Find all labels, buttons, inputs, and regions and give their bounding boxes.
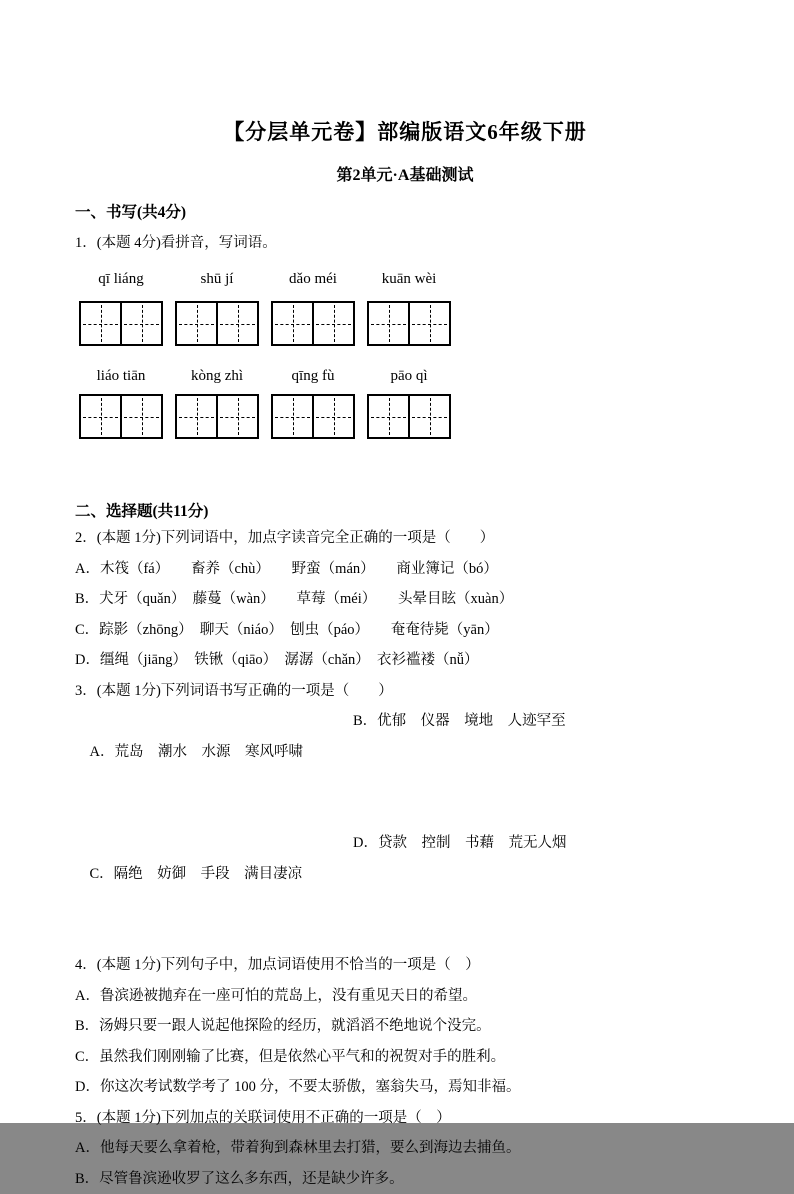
- grid-cell: [81, 303, 120, 344]
- grid-cell: [408, 303, 449, 344]
- question3-option-c: C．隔绝 妨御 手段 满目凄凉: [90, 866, 303, 882]
- grid-cell: [369, 396, 408, 437]
- doc-subtitle: 第2单元·A基础测试: [75, 163, 735, 189]
- pinyin-label: shū jí: [175, 269, 259, 289]
- writing-grid-box: [175, 394, 259, 439]
- grid-cell: [216, 396, 257, 437]
- question3-options-row-ab: [75, 706, 735, 828]
- pinyin-label: dǎo méi: [271, 269, 355, 289]
- grid-cell: [273, 396, 312, 437]
- question4-stem: 4．(本题 1分)下列句子中，加点词语使用不恰当的一项是（ ）: [75, 950, 735, 981]
- grid-cell: [120, 396, 161, 437]
- writing-grid-row-2: [79, 394, 735, 439]
- grid-cell: [312, 303, 353, 344]
- section-heading-writing: 一、书写(共4分): [75, 202, 735, 224]
- doc-title: 【分层单元卷】部编版语文6年级下册: [75, 117, 735, 147]
- question1-stem: 1．(本题 4分)看拼音，写词语。: [75, 229, 735, 257]
- question3-option-b: B．优郁 仪器 境地 人迹罕至: [353, 706, 566, 737]
- writing-grid-box: [79, 394, 163, 439]
- question3-option-d: D．贷款 控制 书藉 荒无人烟: [353, 828, 566, 859]
- question5-stem: 5．(本题 1分)下列加点的关联词使用不正确的一项是（ ）: [75, 1103, 735, 1134]
- writing-grid-box: [271, 394, 355, 439]
- question5-option-a: A．他每天要么拿着枪，带着狗到森林里去打猎，要么到海边去捕鱼。: [75, 1133, 735, 1164]
- question2-option-d: D．缰绳（jiāng） 铁锹（qiāo） 潺潺（chǎn） 衣衫褴褛（nǚ）: [75, 645, 735, 676]
- grid-cell: [273, 303, 312, 344]
- writing-grid-box: [175, 301, 259, 346]
- pinyin-label: kuān wèi: [367, 269, 451, 289]
- pinyin-label: qī liáng: [79, 269, 163, 289]
- grid-cell: [408, 396, 449, 437]
- pinyin-label: qīng fù: [271, 366, 355, 386]
- question2-option-c: C．踪影（zhōng） 聊天（niáo） 刨虫（páo） 奄奄待毙（yān）: [75, 615, 735, 646]
- writing-grid-row-1: [79, 301, 735, 346]
- writing-grid-box: [367, 301, 451, 346]
- writing-grid-box: [79, 301, 163, 346]
- question4-option-a: A．鲁滨逊被抛弃在一座可怕的荒岛上，没有重见天日的希望。: [75, 981, 735, 1012]
- pinyin-row-1: [79, 269, 735, 289]
- section-heading-choice: 二、选择题(共11分): [75, 501, 735, 523]
- grid-cell: [120, 303, 161, 344]
- pinyin-label: kòng zhì: [175, 366, 259, 386]
- grid-cell: [177, 396, 216, 437]
- writing-grid-box: [271, 301, 355, 346]
- pinyin-label: pāo qì: [367, 366, 451, 386]
- grid-cell: [81, 396, 120, 437]
- question2-option-a: A．木筏（fá） 畜养（chù） 野蛮（mán） 商业簿记（bó）: [75, 554, 735, 585]
- grid-cell: [312, 396, 353, 437]
- question4-option-d: D．你这次考试数学考了 100 分，不要太骄傲，塞翁失马，焉知非福。: [75, 1072, 735, 1103]
- question3-options-row-cd: [75, 828, 735, 950]
- question4-option-c: C．虽然我们刚刚输了比赛，但是依然心平气和的祝贺对手的胜利。: [75, 1042, 735, 1073]
- question4-option-b: B．汤姆只要一跟人说起他探险的经历，就滔滔不绝地说个没完。: [75, 1011, 735, 1042]
- question2-stem: 2．(本题 1分)下列词语中，加点字读音完全正确的一项是（ ）: [75, 523, 735, 554]
- question5-option-b: B．尽管鲁滨逊收罗了这么多东西，还是缺少许多。: [75, 1164, 735, 1194]
- question3-option-a: A．荒岛 潮水 水源 寒风呼啸: [90, 744, 303, 760]
- pinyin-label: liáo tiān: [79, 366, 163, 386]
- grid-cell: [216, 303, 257, 344]
- grid-cell: [369, 303, 408, 344]
- writing-grid-box: [367, 394, 451, 439]
- pinyin-row-2: [79, 366, 735, 386]
- grid-cell: [177, 303, 216, 344]
- question2-option-b: B．犬牙（quǎn） 藤蔓（wàn） 草莓（méi） 头晕目眩（xuàn）: [75, 584, 735, 615]
- question3-stem: 3．(本题 1分)下列词语书写正确的一项是（ ）: [75, 676, 735, 707]
